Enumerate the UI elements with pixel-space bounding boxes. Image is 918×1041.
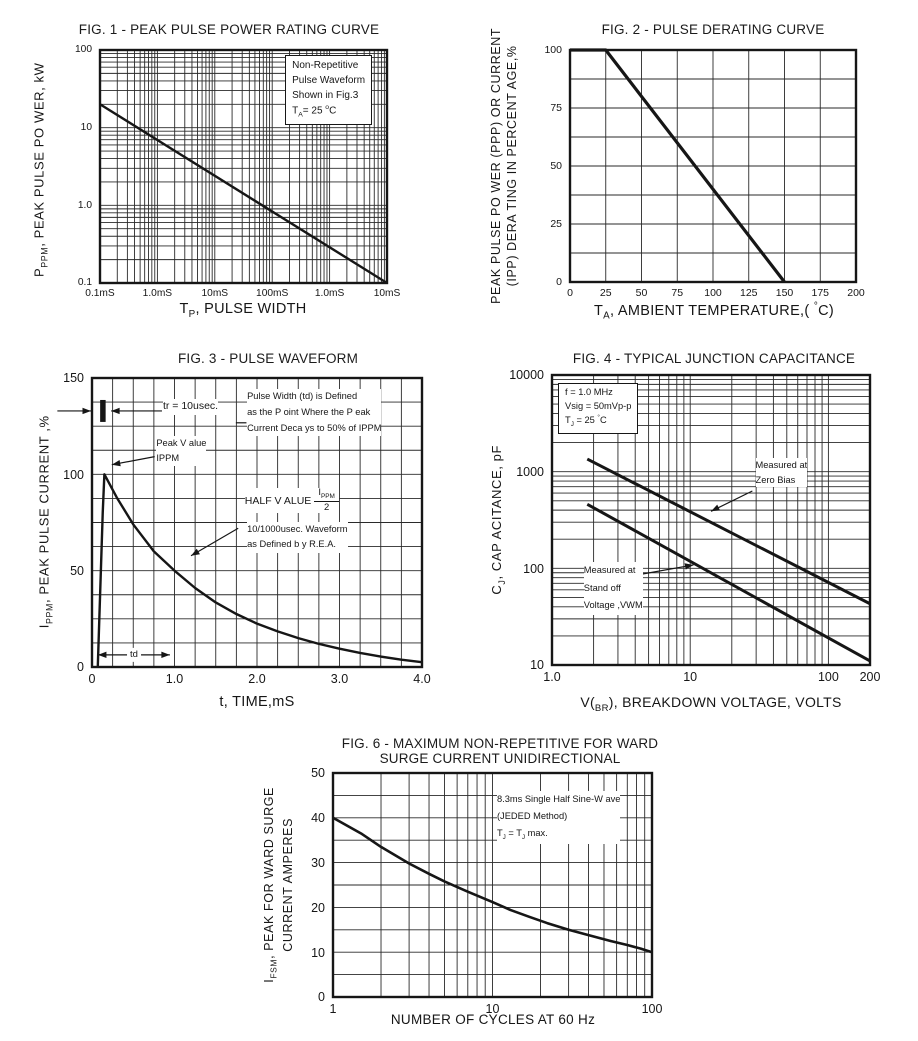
fig2-gridlines [570, 50, 856, 282]
pulse-derating-curve [570, 50, 785, 282]
fig4-plot-svg [474, 329, 918, 711]
arrowhead [711, 505, 720, 512]
fig2-x-tick: 100 [704, 287, 722, 299]
fig3-annotation: Peak V alue IPPM [156, 436, 206, 466]
fig3-x-tick: 1.0 [165, 672, 184, 686]
fig4-x-axis-title: $V(_{BR})$, BREAKDOWN VOLTAGE, VOLTS [580, 694, 842, 714]
arrowhead [98, 652, 107, 658]
fig1-x-tick: 1.0mS [142, 288, 173, 299]
fig2-y-tick: 75 [550, 102, 562, 115]
fig1-y-tick: 0.1 [77, 277, 92, 289]
fig1-y-tick: 1.0 [77, 199, 92, 211]
fig6-y-tick: 40 [311, 811, 325, 826]
fig2-x-tick: 25 [599, 287, 612, 299]
fig6-y-tick: 50 [311, 766, 325, 781]
fig6-title-line2: SURGE CURRENT UNIDIRECTIONAL [379, 751, 621, 766]
fig3-annotation: Pulse Width (td) is Defined as the P oint Where the P eak Current Deca ys to 50% of IPPM [247, 389, 381, 436]
annotation-leader-line [191, 528, 238, 555]
fig3-x-tick: 4.0 [413, 672, 431, 686]
fig1-title: FIG. 1 - PEAK PULSE POWER RATING CURVE [78, 22, 380, 37]
fig6-y-tick: 10 [311, 945, 325, 960]
fig1-y-tick: 100 [75, 44, 92, 56]
fig6-plot-svg [255, 727, 722, 1041]
fig6-x-tick: 10 [485, 1002, 500, 1016]
fig3-x-axis-title: t, TIME,mS [219, 694, 295, 710]
fig6-y-tick: 20 [311, 900, 325, 915]
fig2-y-tick: 100 [544, 44, 562, 57]
arrowhead [83, 408, 92, 414]
fig2-x-axis-title: $T_A$, AMBIENT TEMPERATURE,( °C) [594, 301, 834, 322]
fig3-annotation: 10/1000usec. Waveform as Defined b y R.E.A. [247, 522, 347, 554]
arrowhead [161, 652, 170, 658]
fig6-x-tick: 1 [329, 1002, 337, 1016]
fig4-y-tick: 10 [530, 658, 544, 673]
fig3-x-tick: 0 [88, 672, 96, 686]
fig6-y-tick: 30 [311, 855, 325, 870]
fig1-annotation: Non-Repetitive Pulse Waveform Shown in Fig.3 $T_A= 25$ $^o$C [285, 55, 372, 126]
arrowhead [111, 408, 120, 414]
annotation-leader-line [112, 457, 155, 465]
annotation-leader-line [711, 491, 752, 511]
fig4-annotation: Measured at Stand off Voltage ,VWM [584, 562, 643, 615]
fig6-y-axis-title: $I_{FSM}$, PEAK FOR WARD SURGE CURRENT AMPERES [262, 787, 295, 983]
fig6-title-line1: FIG. 6 - MAXIMUM NON-REPETITIVE FOR WARD [341, 736, 659, 751]
fig1-y-axis-title: $P_{PPM}$, PEAK PULSE PO WER, kW [31, 62, 49, 278]
fig6-x-tick: 100 [641, 1002, 663, 1016]
fig1-x-tick: 10mS [373, 288, 401, 299]
fig4-x-tick: 10 [683, 670, 698, 684]
fig2-x-tick: 175 [811, 287, 830, 299]
fig2-x-tick: 75 [671, 287, 684, 299]
fig2-y-tick: 0 [556, 276, 562, 289]
fig3-x-tick: 2.0 [248, 672, 266, 686]
fig2-x-tick: 0 [567, 287, 573, 299]
fig4-x-tick: 1.0 [543, 670, 561, 684]
fig2-x-tick: 125 [739, 287, 758, 299]
fig3-annotation: td [127, 648, 141, 662]
fig1-y-tick: 10 [80, 122, 92, 134]
half-value-fraction: $\frac{I_{PPM}}{2}$ [314, 488, 339, 514]
fig3-y-tick: 150 [63, 371, 84, 386]
fig2-y-tick: 50 [550, 160, 562, 173]
fig3-title: FIG. 3 - PULSE WAVEFORM [177, 351, 359, 366]
arrowhead [685, 563, 694, 569]
fig3-y-tick: 0 [77, 660, 84, 675]
fig2-x-tick: 150 [775, 287, 794, 299]
fig6-annotation: 8.3ms Single Half Sine-W ave (JEDED Method) $T_J = T_J$ max. [497, 791, 621, 844]
fig2-title: FIG. 2 - PULSE DERATING CURVE [601, 22, 825, 37]
fig1-x-tick: 1.0mS [314, 288, 345, 299]
arrowhead [112, 460, 121, 466]
fig4-y-tick: 1000 [516, 465, 544, 480]
fig2-y-axis-title: PEAK PULSE PO WER (PPP) OR CURRENT (IPP) DERA TING IN PERCENT AGE,% [489, 28, 520, 304]
fig2-plot-border [570, 50, 856, 282]
fig4-x-tick: 200 [859, 670, 881, 684]
peak-pulse-power-rating-curve [100, 104, 387, 283]
half-value-label: HALF V ALUE [244, 494, 312, 507]
fig3-half-value-annotation [245, 488, 339, 514]
fig1-x-tick: 0.1mS [85, 288, 115, 299]
fig4-annotation: Measured at Zero Bias [756, 458, 808, 488]
fig4-y-tick: 100 [523, 561, 544, 576]
fig4-annotation: f = 1.0 MHz Vsig = 50mVp-p $T_J = 25$ °C [558, 383, 638, 434]
fig1-x-axis-title: $T_P$, PULSE WIDTH [179, 301, 307, 320]
fig1-x-tick: 10mS [201, 288, 229, 299]
fig2-x-tick: 200 [847, 287, 865, 299]
fig6-x-axis-title: NUMBER OF CYCLES AT 60 Hz [390, 1012, 596, 1027]
fig2-x-tick: 50 [635, 287, 648, 299]
fig2-y-tick: 25 [550, 218, 562, 231]
fig4-title: FIG. 4 - TYPICAL JUNCTION CAPACITANCE [572, 351, 856, 366]
fig3-x-tick: 3.0 [330, 672, 349, 686]
fig3-y-tick: 50 [70, 564, 84, 579]
fig3-annotation: tr = 10usec. [163, 399, 218, 415]
arrowhead [191, 549, 200, 556]
fig3-y-tick: 100 [63, 467, 84, 482]
fig1-x-tick: 100mS [256, 288, 289, 299]
fig4-y-axis-title: $C_J$, CAP ACITANCE, pF [489, 445, 507, 595]
fig4-x-tick: 100 [817, 670, 839, 684]
fig3-y-axis-title: $I_{PPM}$, PEAK PULSE CURRENT ,% [36, 415, 54, 629]
fig6-y-tick: 0 [318, 990, 325, 1005]
annotation-leader-line [636, 565, 693, 575]
fig4-y-tick: 10000 [509, 368, 544, 383]
